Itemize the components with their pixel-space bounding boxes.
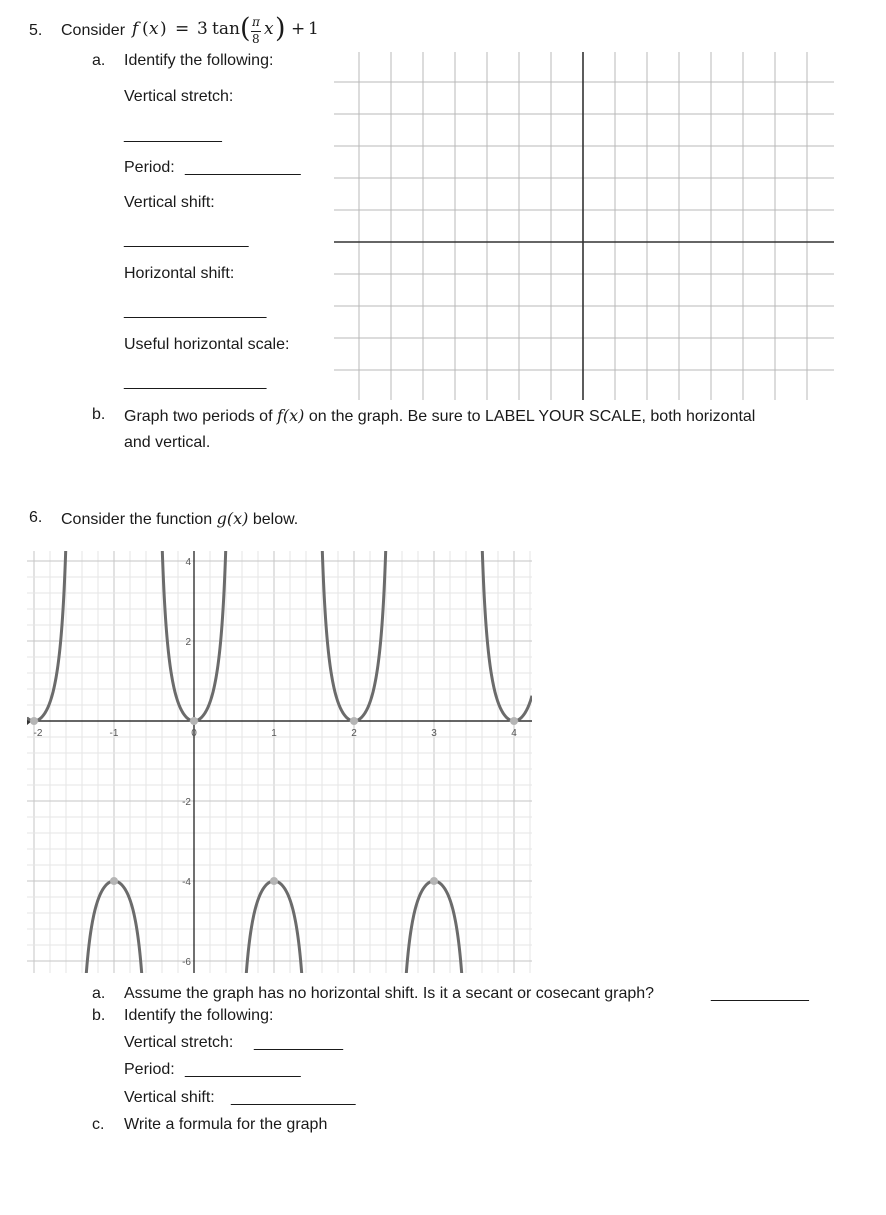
q5a-hshift-label: Horizontal shift: <box>124 265 235 282</box>
x-tick-label: 4 <box>511 728 517 739</box>
q5b-fx: f(x) <box>276 406 305 425</box>
blank-graph-grid[interactable] <box>334 52 834 400</box>
x-tick-label: 2 <box>351 728 357 739</box>
q5b-text-part1: Graph two periods of <box>124 408 273 425</box>
q5a-hshift-blank[interactable]: ________________ <box>124 302 267 319</box>
y-tick-label: 4 <box>185 557 191 568</box>
formula-coef: 3 <box>197 19 208 39</box>
extremum-point <box>30 717 38 725</box>
q6b-vshift-blank[interactable]: ______________ <box>231 1089 356 1106</box>
y-tick-label: 2 <box>185 637 191 648</box>
formula-paren-close: ) <box>160 19 167 39</box>
formula-equals: = <box>175 19 190 39</box>
extremum-point <box>350 717 358 725</box>
q5b-text-part2: on the graph. Be sure to LABEL YOUR SCALE, both horizontal <box>308 408 756 425</box>
q6-prompt <box>61 509 298 529</box>
q5a-vshift-label: Vertical shift: <box>124 194 215 211</box>
formula-tan: tan <box>212 19 240 39</box>
q5a-hscale-blank[interactable]: ________________ <box>124 373 267 390</box>
formula-paren-open: ( <box>142 19 149 39</box>
q6b-vstretch-blank[interactable]: __________ <box>254 1034 343 1051</box>
q5b-text-line2: and vertical. <box>124 434 211 451</box>
extremum-point <box>190 717 198 725</box>
extremum-point <box>430 877 438 885</box>
formula-x: x <box>149 19 159 39</box>
q5-lead: Consider <box>61 22 126 39</box>
formula-frac-den: 8 <box>252 32 260 46</box>
y-tick-label: -2 <box>182 797 191 808</box>
formula-plus: + <box>291 19 306 39</box>
q6b-letter: b. <box>92 1007 106 1024</box>
q5a-period-label: Period: <box>124 159 175 176</box>
x-tick-label: -2 <box>33 728 43 739</box>
q6b-period-blank[interactable]: _____________ <box>185 1061 301 1078</box>
formula-bigparen-close: ) <box>275 13 286 44</box>
curve-group <box>27 551 532 973</box>
q6b-vstretch-label: Vertical stretch: <box>124 1034 234 1051</box>
q5b-text-line1 <box>124 406 755 426</box>
q6-number: 6. <box>29 509 43 526</box>
q5a-vstretch-blank[interactable]: ___________ <box>124 126 222 143</box>
q5a-text: Identify the following: <box>124 52 274 69</box>
q5a-period-blank[interactable]: _____________ <box>185 159 301 176</box>
secant-curve <box>27 551 532 973</box>
q5-number: 5. <box>29 22 43 39</box>
x-tick-label: 1 <box>271 728 277 739</box>
q6-text-b: below. <box>252 511 299 528</box>
y-tick-label: -4 <box>182 877 191 888</box>
x-tick-label: 0 <box>191 728 197 739</box>
g-function-graph <box>27 551 532 973</box>
q5a-vstretch-label: Vertical stretch: <box>124 88 234 105</box>
q6a-letter: a. <box>92 985 106 1002</box>
q6b-vshift-label: Vertical shift: <box>124 1089 215 1106</box>
extremum-point <box>110 877 118 885</box>
y-tick-label: -6 <box>182 957 191 968</box>
q5a-vshift-blank[interactable]: ______________ <box>124 231 249 248</box>
formula-const: 1 <box>308 19 319 39</box>
formula-bigparen-open: ( <box>240 13 251 44</box>
formula-frac-num: π <box>252 15 260 29</box>
formula-f: f <box>132 19 139 39</box>
q6b-period-label: Period: <box>124 1061 175 1078</box>
q6c-letter: c. <box>92 1116 105 1133</box>
q6-gx: g(x) <box>216 509 249 528</box>
x-tick-label: 3 <box>431 728 437 739</box>
q5b-letter: b. <box>92 406 106 423</box>
q6a-blank[interactable]: ___________ <box>711 985 809 1002</box>
extremum-point <box>510 717 518 725</box>
q6-text-a: Consider the function <box>61 511 213 528</box>
formula-inner-x: x <box>264 19 274 39</box>
q6a-text: Assume the graph has no horizontal shift. Is it a secant or cosecant graph? <box>124 985 655 1002</box>
extremum-point <box>270 877 278 885</box>
x-tick-label: -1 <box>109 728 119 739</box>
q5a-letter: a. <box>92 52 106 69</box>
q6c-text: Write a formula for the graph <box>124 1116 328 1133</box>
q5a-hscale-label: Useful horizontal scale: <box>124 336 290 353</box>
q6b-text: Identify the following: <box>124 1007 274 1024</box>
